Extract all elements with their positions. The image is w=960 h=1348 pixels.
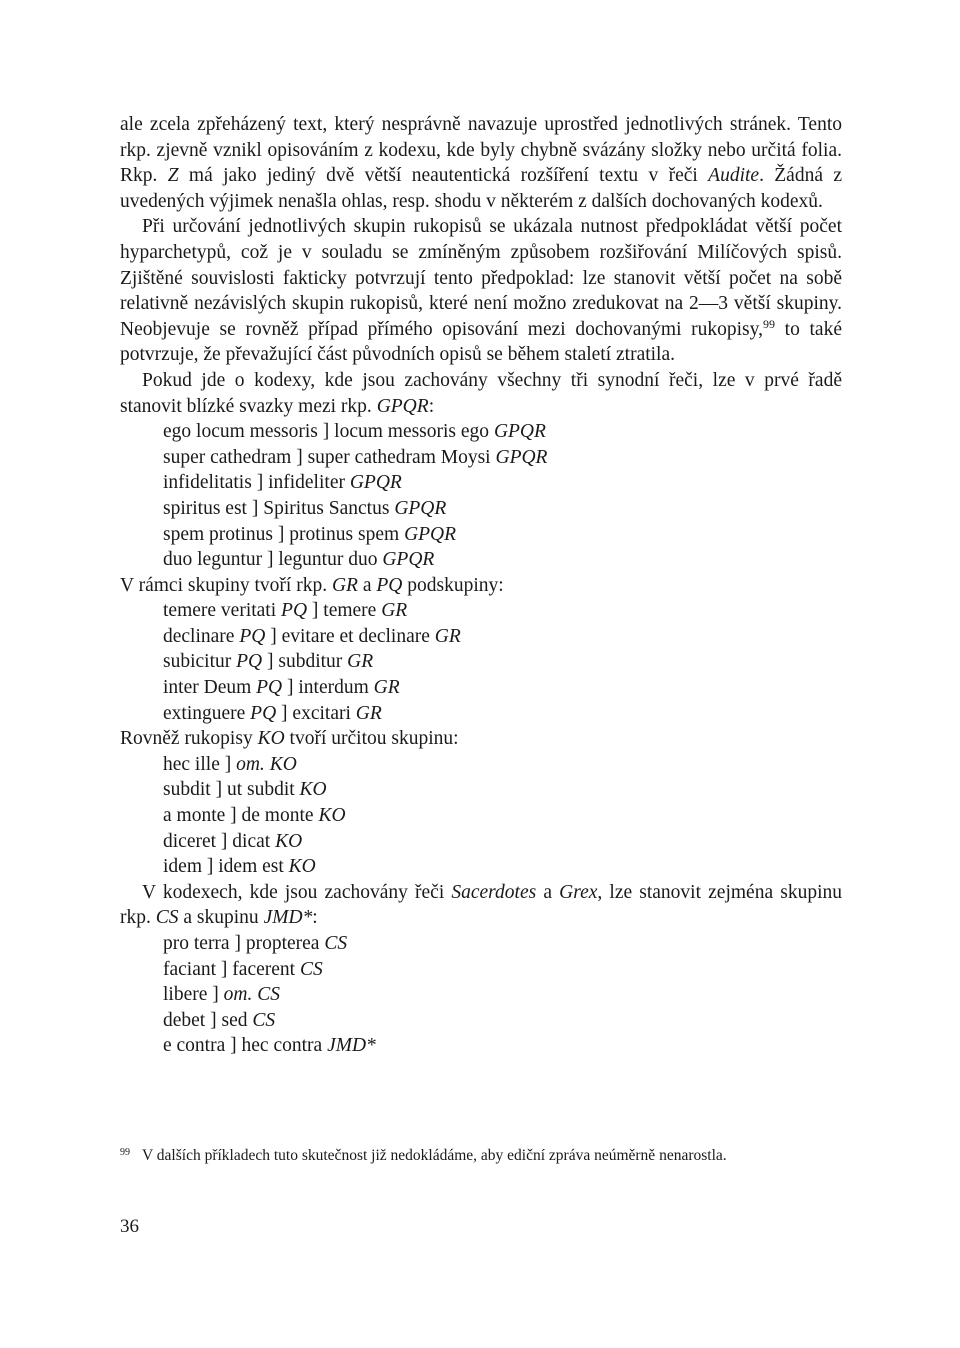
variant-entry: diceret ] dicat KO [163, 830, 303, 852]
lemma: libere [163, 984, 208, 1006]
lemma: spiritus est [163, 497, 247, 519]
text-run: a [357, 574, 377, 596]
reading: Spiritus Sanctus [263, 497, 390, 519]
reading: de monte [241, 805, 314, 827]
footnote [120, 1142, 842, 1167]
lemma: ego locum messoris [163, 421, 318, 443]
variant-entry: declinare PQ ] evitare et declinare GR [163, 625, 461, 647]
paragraph-4 [120, 880, 842, 931]
text-run: V kodexech, kde jsou zachovány řeči [142, 881, 452, 903]
text-run: Pokud jde o kodexy, kde jsou zachovány všechny tři synodní řeči, lze v prvé řadě stanovit blízké svazky mezi rkp. [120, 369, 842, 417]
text-run: a [536, 881, 560, 903]
intro-gr-pq [120, 573, 842, 599]
lemma: hec ille [163, 753, 220, 775]
text-run: : [428, 395, 435, 417]
variant-entry: spem protinus ] protinus spem GPQR [163, 523, 457, 545]
lemma: inter Deum [163, 677, 252, 699]
reading: evitare et declinare [281, 625, 430, 647]
lemma: a monte [163, 805, 226, 827]
footnote-text: V dalších příkladech tuto skutečnost již nedokládáme, aby ediční zpráva neúměrně nenarostla. [142, 1147, 727, 1164]
siglum: GR [381, 600, 408, 622]
paragraph-1 [120, 112, 842, 214]
siglum: GPQR [495, 446, 548, 468]
reading: locum messoris ego [334, 421, 490, 443]
paragraph-3 [120, 368, 842, 419]
siglum: PQ [376, 574, 403, 596]
variant-entry: infidelitatis ] infideliter GPQR [163, 472, 402, 494]
lemma: debet [163, 1009, 206, 1031]
text-run: a skupinu [178, 907, 264, 929]
variant-entry: hec ille ] om. KO [163, 753, 297, 775]
variant-list-pq [120, 598, 842, 726]
lemma: pro terra [163, 933, 230, 954]
siglum: PQ [239, 625, 266, 647]
text-run: to také potvrzuje, že převažující část původních opisů se během staletí ztratila. [120, 318, 842, 366]
speech-title: Grex [559, 881, 598, 903]
reading: idem est [218, 856, 284, 878]
variant-list-ko [120, 752, 842, 880]
siglum: KO [288, 856, 316, 878]
lemma: idem [163, 856, 202, 878]
reading: protinus spem [289, 523, 400, 545]
speech-title: Sacerdotes [451, 881, 537, 903]
reading: dicat [232, 830, 271, 852]
lemma: declinare [163, 625, 235, 647]
siglum: GR [355, 702, 382, 724]
siglum: Z [167, 165, 179, 187]
siglum: PQ [236, 651, 263, 673]
reading: subditur [278, 651, 343, 673]
reading: temere [323, 600, 377, 622]
reading: leguntur duo [278, 549, 378, 571]
siglum: GR [373, 677, 400, 699]
variant-entry: e contra ] hec contra JMD* [163, 1035, 376, 1057]
variant-entry: inter Deum PQ ] interdum GR [163, 677, 400, 699]
siglum: PQ [250, 702, 277, 724]
intro-ko [120, 726, 842, 752]
page-number: 36 [120, 1216, 139, 1237]
siglum: CS [155, 907, 179, 929]
siglum: KO [269, 753, 297, 775]
reading: excitari [292, 702, 351, 724]
siglum: CS [252, 1009, 276, 1031]
lemma: faciant [163, 958, 217, 980]
siglum: GPQR [404, 523, 457, 545]
omission-mark: om. [223, 984, 253, 1006]
siglum: CS [299, 958, 323, 980]
paragraph-2 [120, 214, 842, 368]
text-run: : [312, 907, 318, 929]
siglum: GPQR [394, 497, 447, 519]
lemma: infidelitatis [163, 472, 252, 494]
siglum: PQ [281, 600, 308, 622]
siglum: GPQR [349, 472, 402, 494]
reading: propterea [245, 933, 320, 954]
reading: interdum [298, 677, 369, 699]
reading: infideliter [268, 472, 345, 494]
text-run: ale zcela zpřeházený text, který nesprávně navazuje uprostřed jednotlivých stránek. Tento rkp. zjevně vznikl opisováním z kodexu, kde byly chybně svázány složky nebo určitá folia. Rkp. [120, 114, 842, 187]
text-run: V rámci skupiny tvoří rkp. [120, 574, 332, 596]
siglum: CS [257, 984, 280, 1006]
lemma: temere veritati [163, 600, 277, 622]
reading: hec contra [241, 1035, 323, 1057]
lemma: subicitur [163, 651, 232, 673]
reading: facerent [232, 958, 296, 980]
lemma: diceret [163, 830, 217, 852]
omission-mark: om. [236, 753, 265, 775]
siglum: KO [275, 830, 303, 852]
text-run: tvoří určitou skupinu: [284, 728, 459, 750]
siglum: GR [331, 574, 358, 596]
lemma: spem protinus [163, 523, 273, 545]
variant-entry: idem ] idem est KO [163, 856, 316, 878]
speech-title: Audite [708, 165, 760, 187]
variant-entry: libere ] om. CS [163, 984, 280, 1006]
text-run: podskupiny: [402, 574, 504, 596]
reading: ut subdit [226, 779, 295, 801]
lemma: super cathedram [163, 446, 292, 468]
siglum: GR [434, 625, 461, 647]
variant-list-cs [120, 931, 842, 1059]
siglum: JMD* [263, 907, 313, 929]
variant-entry: spiritus est ] Spiritus Sanctus GPQR [163, 497, 447, 519]
siglum: KO [299, 779, 327, 801]
variant-entry: super cathedram ] super cathedram Moysi GPQR [163, 446, 548, 468]
lemma: extinguere [163, 702, 246, 724]
variant-entry: subicitur PQ ] subditur GR [163, 651, 374, 673]
variant-entry: debet ] sed CS [163, 1009, 276, 1031]
lemma: e contra [163, 1035, 226, 1057]
siglum: PQ [256, 677, 283, 699]
text-run: , lze stanovit zejména skupinu rkp. [120, 881, 842, 929]
text-run: . Žádná z uvedených výjimek nenašla ohlas, resp. shodu v některém z dalších dochovaných kodexů. [120, 165, 842, 212]
lemma: duo leguntur [163, 549, 263, 571]
variant-entry: duo leguntur ] leguntur duo GPQR [163, 549, 435, 571]
text-run: má jako jediný dvě větší neautentická rozšíření textu v řeči [178, 165, 709, 187]
siglum: KO [318, 805, 346, 827]
siglum: CS [324, 933, 348, 954]
siglum: JMD* [327, 1035, 376, 1057]
reading: sed [221, 1009, 248, 1031]
text-run: Při určování jednotlivých skupin rukopisů se ukázala nutnost předpokládat větší počet hyparchetypů, což je v souladu se zmíněným způsobem rozšiřování Milíčových spisů. Zjištěné souvislosti fakticky potvrzují tento předpoklad: lze stanovit větší počet na sobě relativně nezávislých skupin rukopisů, které není možno zredukovat na 2—3 větší skupiny. Neobjevuje se rovněž případ přímého opisování mezi dochovanými rukopisy, [120, 216, 842, 340]
footnote-reference[interactable]: 99 [763, 316, 776, 331]
reading: super cathedram Moysi [307, 446, 491, 468]
variant-list-gpqr [120, 419, 842, 573]
siglum: GPQR [382, 549, 435, 571]
footnote-mark: 99 [120, 1147, 130, 1158]
variant-entry: ego locum messoris ] locum messoris ego GPQR [163, 421, 546, 443]
siglum: GR [347, 651, 374, 673]
siglum: KO [257, 728, 285, 750]
variant-entry: extinguere PQ ] excitari GR [163, 702, 382, 724]
lemma: subdit [163, 779, 211, 801]
page-body [120, 112, 842, 1059]
variant-entry: faciant ] facerent CS [163, 958, 323, 980]
variant-entry: pro terra ] propterea CS [163, 933, 348, 954]
text-run: Rovněž rukopisy [120, 728, 258, 750]
siglum: GPQR [376, 395, 429, 417]
variant-entry: subdit ] ut subdit KO [163, 779, 327, 801]
variant-entry: a monte ] de monte KO [163, 805, 346, 827]
variant-entry: temere veritati PQ ] temere GR [163, 600, 408, 622]
siglum: GPQR [493, 421, 546, 443]
